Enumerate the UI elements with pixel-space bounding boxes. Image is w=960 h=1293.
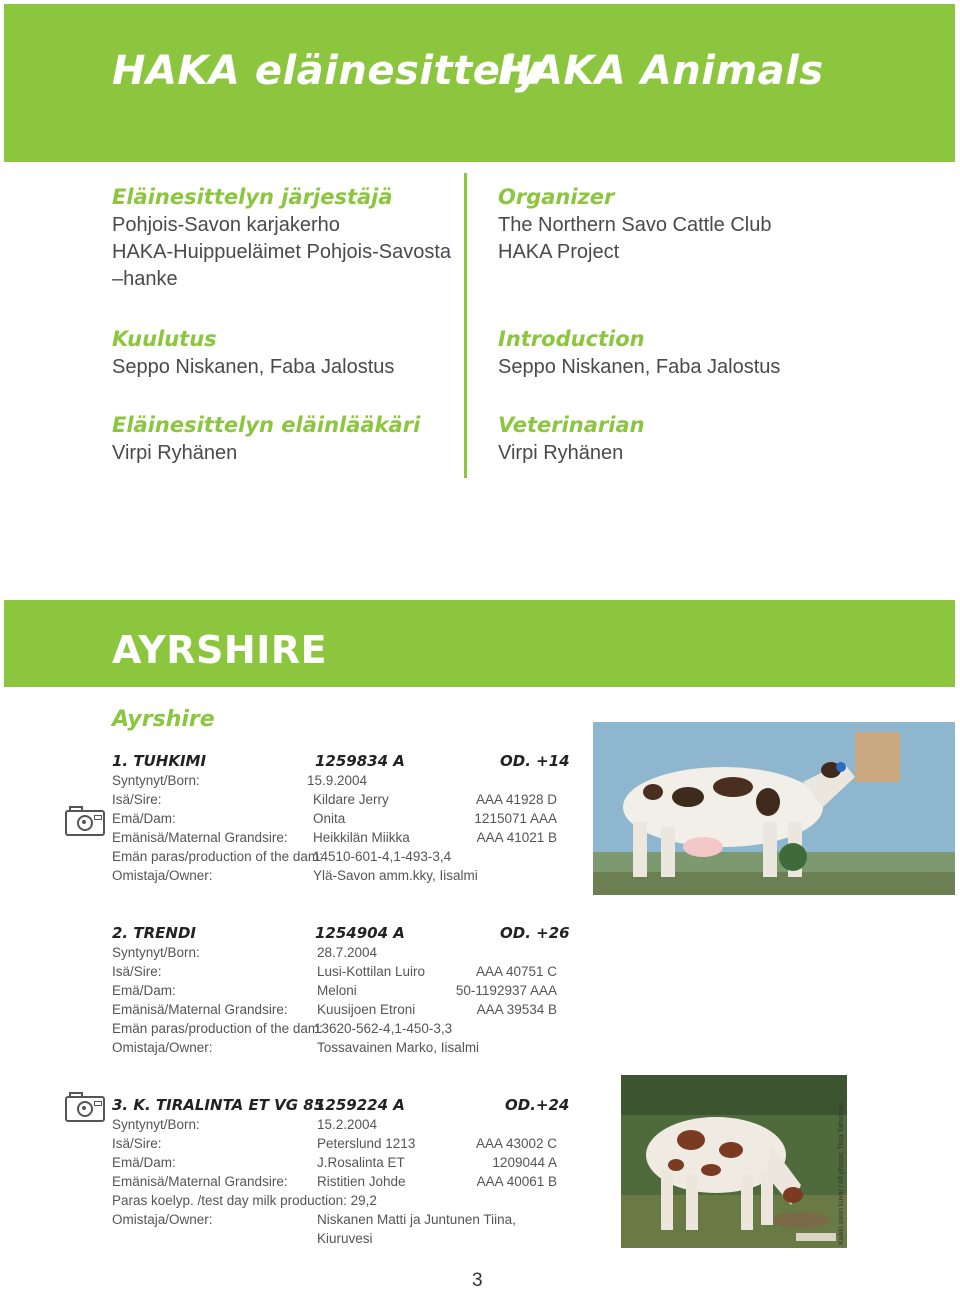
table-row: Emä/Dam: J.Rosalinta ET 1209044 A [112,1155,557,1170]
credit-heading-fi-2: Eläinesittelyn eläinlääkäri [112,413,421,437]
table-row: Emän paras/production of the dam: 13620-562-4,1-450-3,3 [112,1021,453,1036]
cow-photo-3 [621,1075,847,1248]
credit-heading-fi-1: Kuulutus [112,327,217,351]
credit-line: Seppo Niskanen, Faba Jalostus [498,356,781,378]
page-number: 3 [472,1270,483,1291]
section-subtitle: Ayrshire [112,707,215,732]
table-row: Isä/Sire: Kildare Jerry AAA 41928 D [112,792,557,807]
table-row: Emä/Dam: Onita 1215071 AAA [112,811,557,826]
column-divider [464,173,467,478]
animal-name: 2. TRENDI [112,924,196,942]
credit-line: HAKA Project [498,241,620,263]
table-row: Emänisä/Maternal Grandsire: Ristitien Johde AAA 40061 B [112,1174,557,1189]
table-row: Syntynyt/Born: 15.2.2004 [112,1117,378,1132]
table-row: Emän paras/production of the dam: 14510-601-4,1-493-3,4 [112,849,452,864]
animal-name: 3. K. TIRALINTA ET VG 85 [112,1096,325,1114]
credit-line: HAKA-Huippueläimet Pohjois-Savosta [112,241,452,263]
credit-line: The Northern Savo Cattle Club [498,214,772,236]
table-row: Syntynyt/Born: 15.9.2004 [112,773,368,788]
animal-number: 1254904 A [315,924,405,942]
title-english: HAKA Animals [498,48,824,94]
animal-number: 1259834 A [315,752,405,770]
credit-heading-en-1: Introduction [498,327,645,351]
table-row: Syntynyt/Born: 28.7.2004 [112,945,378,960]
cow-photo-1 [593,722,955,895]
table-row: Emänisä/Maternal Grandsire: Heikkilän Miikka AAA 41021 B [112,830,557,845]
animal-od: OD. +26 [500,924,570,942]
table-row: Omistaja/Owner: Ylä-Savon amm.kky, Iisalmi [112,868,478,883]
camera-icon [65,810,105,836]
table-row: Kiuruvesi [317,1231,373,1246]
section-title: AYRSHIRE [112,628,328,672]
credit-line: Virpi Ryhänen [112,442,238,464]
animal-number: 1259224 A [315,1096,405,1114]
table-row: Isä/Sire: Peterslund 1213 AAA 43002 C [112,1136,557,1151]
table-row: Omistaja/Owner: Niskanen Matti ja Juntunen Tiina, [112,1212,516,1227]
credit-heading-en-2: Veterinarian [498,413,645,437]
credit-line: Pohjois-Savon karjakerho [112,214,340,236]
credit-line: Seppo Niskanen, Faba Jalostus [112,356,395,378]
table-row: Isä/Sire: Lusi-Kottilan Luiro AAA 40751 C [112,964,557,979]
camera-icon [65,1096,105,1122]
table-row: Paras koelyp. /test day milk production: 29,2 [112,1193,377,1208]
animal-name: 1. TUHKIMI [112,752,207,770]
animal-od: OD.+24 [505,1096,570,1114]
table-row: Omistaja/Owner: Tossavainen Marko, Iisalmi [112,1040,480,1055]
table-row: Emänisä/Maternal Grandsire: Kuusijoen Etroni AAA 39534 B [112,1002,557,1017]
table-row: Emä/Dam: Meloni 50-1192937 AAA [112,983,557,998]
animal-od: OD. +14 [500,752,570,770]
photo-credit: Kaikki sivun kuvat / All photos: Tiina Tahvonen [838,1102,845,1245]
credit-heading-fi-0: Eläinesittelyn järjestäjä [112,185,393,209]
credit-line: –hanke [112,268,178,290]
title-finnish: HAKA eläinesittely [112,48,542,94]
credit-line: Virpi Ryhänen [498,442,624,464]
credit-heading-en-0: Organizer [498,185,615,209]
